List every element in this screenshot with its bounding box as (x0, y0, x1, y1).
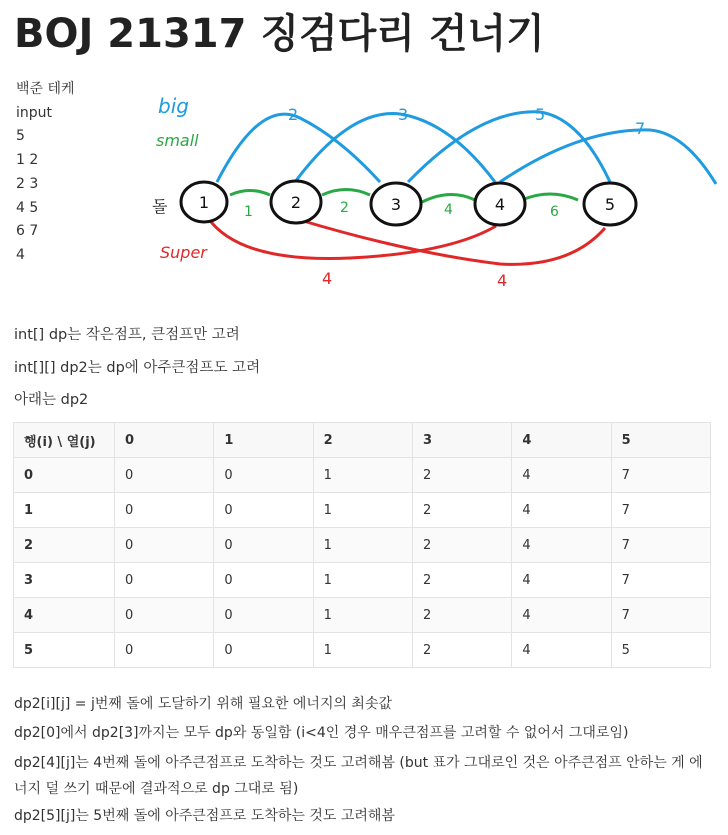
table-header: 1 (214, 423, 313, 458)
table-cell: 7 (611, 493, 710, 528)
table-cell: 2 (412, 458, 511, 493)
table-header: 2 (313, 423, 412, 458)
note-line: dp2[5][j]는 5번째 돌에 아주큰점프로 도착하는 것도 고려해봄 (14, 808, 395, 824)
small-cost: 2 (340, 200, 349, 216)
table-cell: 4 (512, 633, 611, 668)
table-cell: 0 (214, 528, 313, 563)
stone-number: 4 (494, 195, 506, 214)
example-line: input (16, 104, 53, 121)
table-cell: 4 (512, 528, 611, 563)
table-cell: 4 (512, 563, 611, 598)
table-row (14, 598, 711, 633)
table-cell: 2 (412, 563, 511, 598)
table-cell: 0 (115, 633, 214, 668)
table-cell: 2 (412, 598, 511, 633)
table-row (14, 528, 711, 563)
table-header: 행(i) \ 열(j) (14, 423, 115, 458)
small-cost: 1 (244, 204, 253, 220)
table-cell: 0 (115, 458, 214, 493)
row-label: 3 (14, 563, 115, 598)
example-line: 6 7 (16, 223, 39, 240)
paragraph: int[][] dp2는 dp에 아주큰점프도 고려 (14, 360, 261, 376)
small-jump-arc (422, 194, 475, 202)
table-cell: 2 (412, 493, 511, 528)
small-jump-arc (522, 194, 578, 200)
table-cell: 2 (412, 633, 511, 668)
big-cost: 5 (535, 105, 546, 124)
table-cell: 4 (512, 458, 611, 493)
table-cell: 0 (115, 563, 214, 598)
jump-diagram (150, 88, 720, 298)
row-label: 0 (14, 458, 115, 493)
table-cell: 1 (313, 493, 412, 528)
big-label: big (158, 94, 189, 118)
small-jump-arc (230, 191, 270, 196)
table-cell: 0 (115, 598, 214, 633)
stone-number: 5 (604, 195, 616, 214)
table-header-row (14, 423, 711, 458)
table-header: 0 (115, 423, 214, 458)
big-cost: 2 (288, 105, 299, 124)
small-cost: 4 (444, 202, 453, 218)
row-label: 5 (14, 633, 115, 668)
table-cell: 2 (412, 528, 511, 563)
table-cell: 0 (214, 633, 313, 668)
example-line: 2 3 (16, 175, 39, 192)
table-cell: 0 (214, 563, 313, 598)
super-cost: 4 (322, 269, 333, 288)
row-label: 4 (14, 598, 115, 633)
table-row (14, 458, 711, 493)
page-title: BOJ 21317 징검다리 건너기 (14, 11, 545, 57)
table-cell: 4 (512, 493, 611, 528)
stone (181, 182, 227, 222)
table-cell: 5 (611, 633, 710, 668)
stone-number: 1 (198, 193, 210, 212)
table-header: 4 (512, 423, 611, 458)
stone (371, 183, 421, 225)
paragraph: 아래는 dp2 (14, 392, 89, 408)
example-line: 4 5 (16, 199, 39, 216)
super-jump-arc (208, 218, 496, 259)
table-cell: 0 (214, 493, 313, 528)
big-cost: 3 (398, 105, 409, 124)
table-cell: 7 (611, 563, 710, 598)
table-cell: 0 (115, 528, 214, 563)
big-jump-arc (295, 114, 495, 182)
stone-label: 돌 (152, 197, 168, 216)
table-row (14, 633, 711, 668)
example-input-block (16, 78, 75, 268)
table-cell: 4 (512, 598, 611, 633)
table-cell: 0 (115, 493, 214, 528)
paragraph: int[] dp는 작은점프, 큰점프만 고려 (14, 327, 240, 343)
table-cell: 0 (214, 598, 313, 633)
example-line: 4 (16, 246, 25, 263)
table-cell: 1 (313, 563, 412, 598)
row-label: 2 (14, 528, 115, 563)
table-cell: 1 (313, 458, 412, 493)
small-label: small (156, 131, 199, 150)
table-row (14, 493, 711, 528)
stone (271, 181, 321, 223)
table-cell: 7 (611, 528, 710, 563)
table-row (14, 563, 711, 598)
stone-number: 3 (390, 195, 402, 214)
example-line: 1 2 (16, 152, 39, 169)
table-cell: 7 (611, 458, 710, 493)
stone-number: 2 (290, 193, 302, 212)
notes-block (14, 690, 714, 831)
table-cell: 1 (313, 528, 412, 563)
stone (584, 183, 636, 225)
big-jump-arc (408, 112, 610, 182)
table-cell: 0 (214, 458, 313, 493)
small-jump-arc (322, 190, 370, 196)
small-cost: 6 (550, 204, 559, 220)
stone (475, 183, 525, 225)
table-cell: 7 (611, 598, 710, 633)
big-cost: 7 (635, 119, 646, 138)
dp2-table (13, 422, 711, 668)
row-label: 1 (14, 493, 115, 528)
table-cell: 1 (313, 633, 412, 668)
table-header: 3 (412, 423, 511, 458)
note-line: dp2[4][j]는 4번째 돌에 아주큰점프로 도착하는 것도 고려해봄 (but 표가 그대로인 것은 아주큰점프 안하는 게 에너지 덜 쓰기 때문에 결과적으로 dp 그대로 됨) (14, 755, 703, 797)
table-header: 5 (611, 423, 710, 458)
super-label: Super (160, 243, 207, 262)
example-line: 백준 테케 (16, 81, 75, 97)
table-cell: 1 (313, 598, 412, 633)
super-cost: 4 (497, 271, 508, 290)
note-line: dp2[i][j] = j번째 돌에 도달하기 위해 필요한 에너지의 최솟값 (14, 696, 393, 712)
example-line: 5 (16, 128, 25, 145)
note-line: dp2[0]에서 dp2[3]까지는 모두 dp와 동일함 (i<4인 경우 매우큰점프를 고려할 수 없어서 그대로임) (14, 725, 629, 741)
